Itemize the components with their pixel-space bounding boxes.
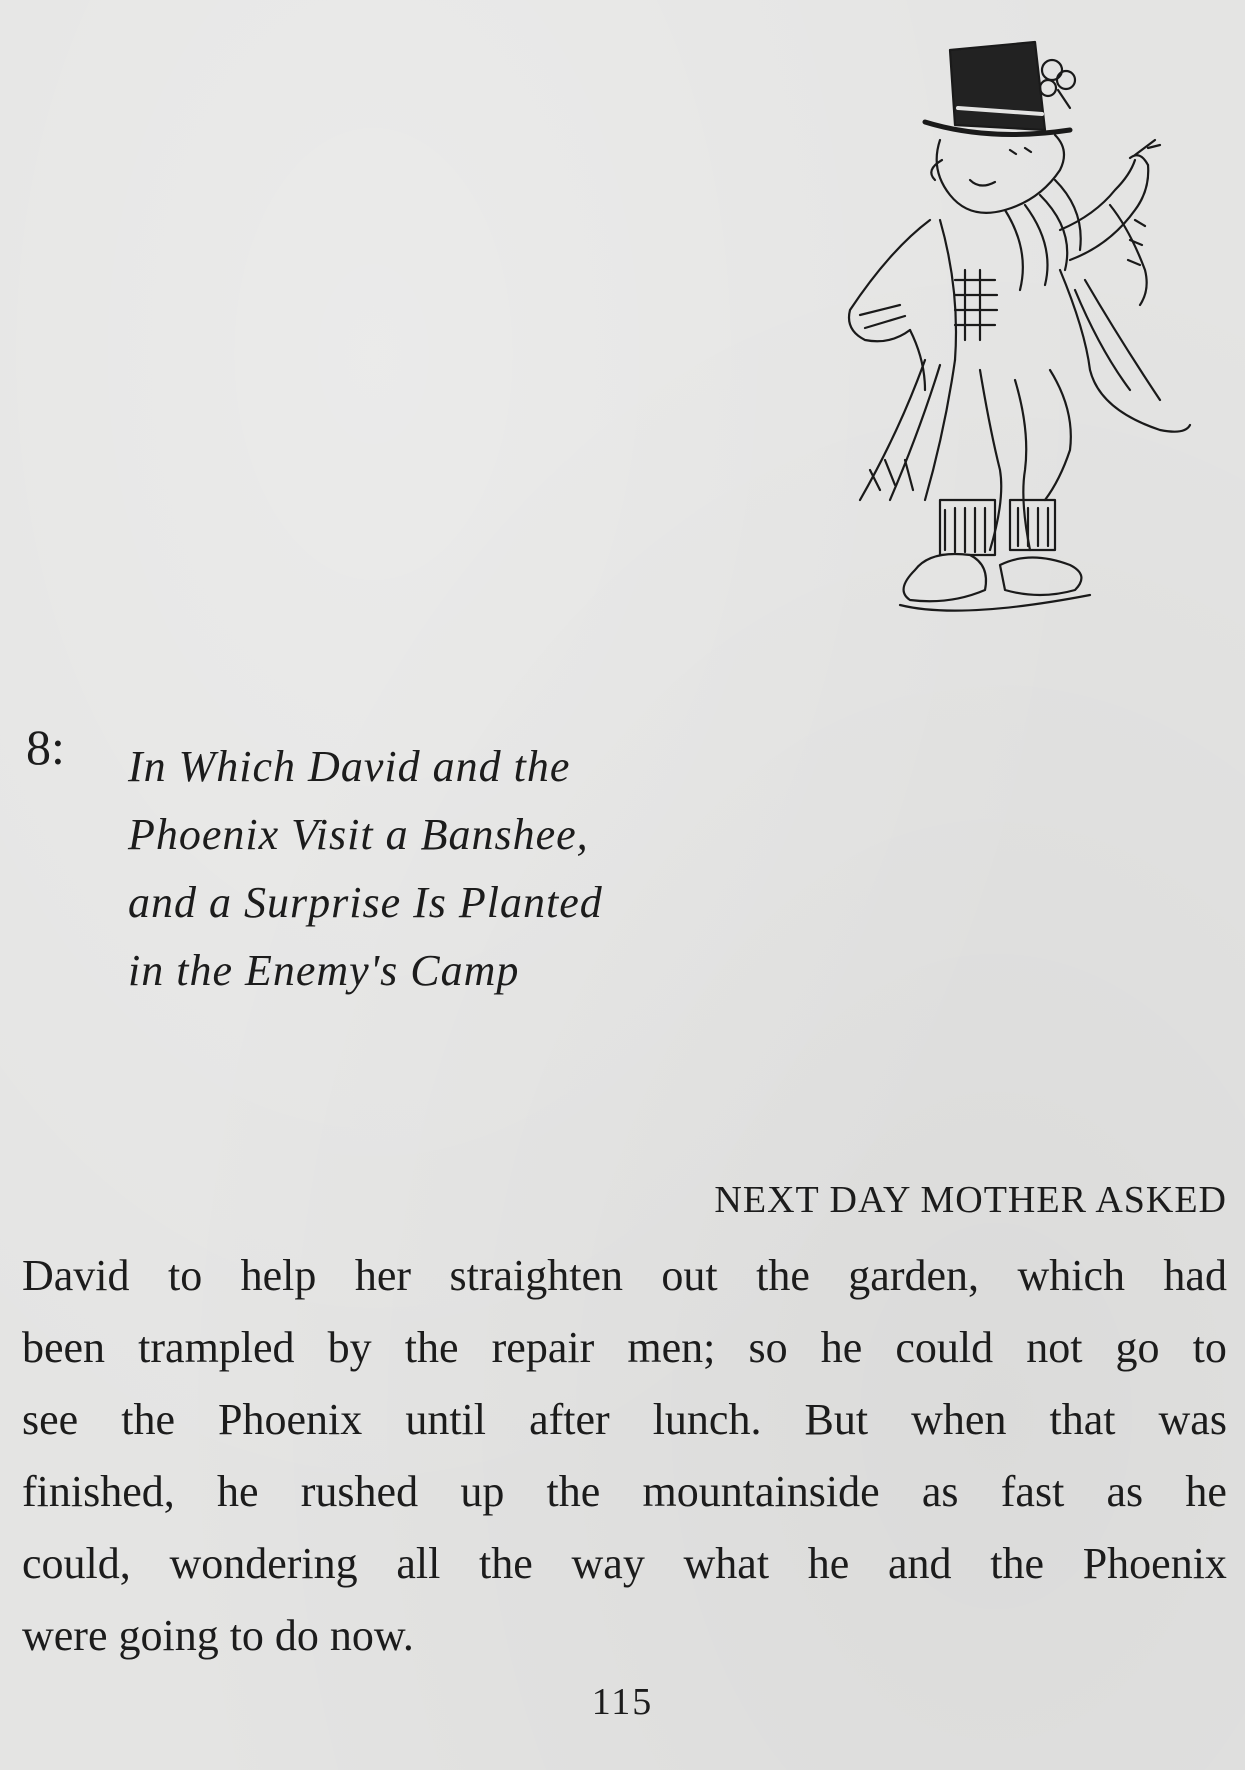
body-line bbox=[22, 1528, 1227, 1600]
body-word: after bbox=[529, 1395, 610, 1444]
body-line bbox=[22, 1312, 1227, 1384]
leprechaun-illustration-icon bbox=[830, 30, 1230, 680]
body-word: the bbox=[990, 1539, 1044, 1588]
body-word: the bbox=[479, 1539, 533, 1588]
chapter-number: 8: bbox=[26, 719, 65, 775]
body-word: way bbox=[571, 1539, 645, 1588]
body-word: could bbox=[895, 1323, 994, 1372]
body-word: which bbox=[1017, 1251, 1125, 1300]
body-word: he bbox=[807, 1539, 850, 1588]
body-word: to bbox=[167, 1251, 203, 1300]
body-word: so bbox=[748, 1323, 788, 1372]
body-word: Phoenix bbox=[1082, 1539, 1227, 1588]
body-word: he bbox=[217, 1467, 259, 1516]
chapter-title bbox=[128, 733, 728, 1005]
body-word: finished, bbox=[22, 1467, 175, 1516]
body-word: mountainside bbox=[642, 1467, 880, 1516]
body-word: the bbox=[121, 1395, 175, 1444]
opening-line: NEXT DAY MOTHER ASKED bbox=[714, 1179, 1227, 1221]
body-word: straighten bbox=[449, 1251, 623, 1300]
body-word: trampled bbox=[138, 1323, 295, 1372]
body-word: fast bbox=[1000, 1467, 1065, 1516]
body-line bbox=[22, 1240, 1227, 1312]
body-word: to bbox=[1192, 1323, 1227, 1372]
body-word: all bbox=[396, 1539, 441, 1588]
chapter-title-line: in the Enemy's Camp bbox=[128, 946, 520, 995]
page-number: 115 bbox=[591, 1681, 654, 1723]
body-word: wondering bbox=[169, 1539, 358, 1588]
body-word: go bbox=[1115, 1323, 1160, 1372]
chapter-title-line: Phoenix Visit a Banshee, bbox=[128, 810, 589, 859]
body-word: But bbox=[804, 1395, 869, 1444]
body-word: up bbox=[460, 1467, 505, 1516]
body-word: not bbox=[1026, 1323, 1083, 1372]
body-word: the bbox=[756, 1251, 810, 1300]
body-word: Phoenix bbox=[218, 1395, 363, 1444]
body-word: by bbox=[327, 1323, 372, 1372]
body-word: he bbox=[1185, 1467, 1227, 1516]
body-word: until bbox=[405, 1395, 487, 1444]
body-word: David bbox=[22, 1251, 130, 1300]
body-word: out bbox=[661, 1251, 718, 1300]
body-line: were going to do now. bbox=[22, 1611, 414, 1660]
body-word: help bbox=[240, 1251, 317, 1300]
body-word: had bbox=[1163, 1251, 1227, 1300]
body-word: he bbox=[820, 1323, 863, 1372]
body-word: and bbox=[888, 1539, 952, 1588]
body-line bbox=[22, 1456, 1227, 1528]
body-word: when bbox=[911, 1395, 1007, 1444]
body-paragraph bbox=[22, 1240, 1227, 1672]
body-word: garden, bbox=[848, 1251, 980, 1300]
chapter-title-line: and a Surprise Is Planted bbox=[128, 878, 603, 927]
body-word: been bbox=[22, 1323, 106, 1372]
body-line bbox=[22, 1384, 1227, 1456]
body-word: see bbox=[22, 1395, 79, 1444]
body-word: her bbox=[354, 1251, 412, 1300]
chapter-title-line: In Which David and the bbox=[128, 742, 571, 791]
body-word: men; bbox=[627, 1323, 716, 1372]
body-word: that bbox=[1049, 1395, 1116, 1444]
body-word: could, bbox=[22, 1539, 131, 1588]
body-word: as bbox=[921, 1467, 959, 1516]
body-word: what bbox=[683, 1539, 770, 1588]
body-word: rushed bbox=[300, 1467, 419, 1516]
body-word: as bbox=[1106, 1467, 1144, 1516]
body-word: was bbox=[1158, 1395, 1227, 1444]
body-word: repair bbox=[491, 1323, 595, 1372]
body-word: lunch. bbox=[652, 1395, 762, 1444]
body-word: the bbox=[546, 1467, 601, 1516]
body-word: the bbox=[404, 1323, 459, 1372]
